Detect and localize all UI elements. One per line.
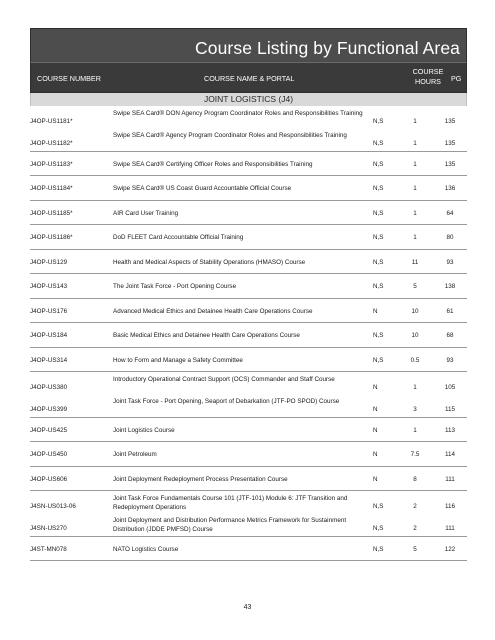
course-number: J4OP-US1184*	[30, 185, 73, 192]
column-header-course-hours	[408, 67, 448, 87]
course-portal: N,S	[373, 332, 384, 339]
table-row	[30, 274, 467, 299]
table-row	[30, 152, 467, 177]
course-hours: 1	[413, 160, 417, 168]
course-name: The Joint Task Force - Port Opening Course	[113, 283, 237, 290]
column-header-row	[30, 62, 467, 93]
course-portal: N,S	[373, 185, 384, 192]
course-page: 138	[444, 283, 456, 290]
course-number: J4OP-US606	[30, 475, 68, 483]
course-page: 122	[444, 545, 456, 553]
table-row	[30, 394, 467, 416]
course-hours: 11	[411, 258, 419, 266]
course-page: 111	[445, 475, 455, 483]
course-name: Advanced Medical Ethics and Detainee Health Care Operations Course	[113, 307, 313, 315]
course-page: 68	[446, 332, 454, 339]
course-page: 105	[444, 384, 456, 391]
course-name: Swipe SEA Card® DON Agency Program Coordinator Roles and Responsibilities Training	[113, 110, 363, 117]
course-number: J4SN-US270	[30, 525, 67, 532]
course-number: J4OP-US425	[30, 426, 68, 434]
table-row-group	[30, 372, 467, 418]
table-row-group	[30, 106, 467, 152]
column-header-page: PG	[451, 74, 462, 83]
course-page: 135	[444, 160, 456, 168]
table-row	[30, 299, 467, 324]
course-portal: N	[373, 451, 378, 458]
course-hours: 2	[413, 525, 417, 532]
table-row	[30, 225, 467, 250]
course-portal: N,S	[373, 234, 384, 241]
table-row	[30, 442, 467, 467]
course-number: J4OP-US129	[30, 258, 68, 266]
course-page: 115	[444, 406, 456, 413]
course-hours: 10	[411, 332, 419, 339]
course-name: Joint Petroleum	[113, 451, 157, 458]
course-number: J4OP-US1181*	[30, 118, 73, 125]
course-number: J4OP-US380	[30, 384, 68, 391]
column-header-course-number: COURSE NUMBER	[37, 74, 101, 83]
course-number: J4OP-US450	[30, 451, 68, 458]
course-name: DoD FLEET Card Accountable Official Training	[113, 234, 244, 241]
course-hours: 3	[413, 406, 417, 413]
course-name: Basic Medical Ethics and Detainee Health Care Operations Course	[113, 332, 300, 339]
course-portal: N,S	[373, 503, 384, 510]
course-name: AIR Card User Training	[113, 209, 179, 217]
course-name: Joint Deployment and Distribution Performance Metrics Framework for Sustainment Distribution (JDDE PMFSD) Course	[113, 517, 347, 533]
course-hours: 1	[413, 234, 417, 241]
course-page: 135	[444, 140, 456, 147]
course-number: J4OP-US184	[30, 332, 68, 339]
course-portal: N,S	[373, 118, 384, 125]
table-row	[30, 323, 467, 348]
course-portal: N,S	[373, 283, 384, 290]
table-row-group	[30, 491, 467, 537]
table-row	[30, 106, 467, 128]
course-portal: N,S	[373, 525, 384, 532]
course-portal: N	[373, 384, 378, 391]
table-row	[30, 513, 467, 535]
course-name: Introductory Operational Contract Support (OCS) Commander and Staff Course	[113, 376, 335, 383]
course-number: J4OP-US1186*	[30, 234, 73, 241]
table-row	[30, 491, 467, 513]
course-name: How to Form and Manage a Safety Committee	[113, 356, 243, 364]
column-header-hours-line2: HOURS	[415, 77, 441, 86]
course-number: J4OP-US399	[30, 406, 68, 413]
section-title: JOINT LOGISTICS (J4)	[203, 94, 294, 104]
course-portal: N,S	[373, 140, 384, 147]
table-row	[30, 372, 467, 394]
course-number: J4OP-US314	[30, 356, 68, 364]
table-row	[30, 348, 467, 373]
page-number: 43	[243, 604, 252, 611]
course-hours: 5	[413, 283, 417, 290]
course-number: J4OP-US176	[30, 307, 68, 315]
course-hours: 8	[413, 475, 417, 483]
course-hours: 1	[413, 140, 417, 147]
course-portal: N,S	[373, 356, 384, 364]
course-page: 64	[446, 209, 454, 217]
course-number: J4OP-US1183*	[30, 160, 73, 168]
course-portal: N	[373, 307, 378, 315]
course-number: J4OP-US143	[30, 283, 68, 290]
course-portal: N,S	[373, 545, 384, 553]
course-hours: 5	[413, 545, 417, 553]
table-row	[30, 418, 467, 443]
title-bar	[30, 28, 467, 62]
course-hours: 2	[413, 503, 417, 510]
course-page: 111	[445, 525, 455, 532]
course-number: J4OP-US1185*	[30, 209, 73, 217]
course-name: Joint Deployment Redeployment Process Presentation Course	[113, 475, 288, 483]
course-portal: N	[373, 406, 378, 413]
course-portal: N,S	[373, 209, 384, 217]
course-name: Joint Task Force Fundamentals Course 101 (JTF-101) Module 6: JTF Transition and Redeployment Operations	[113, 495, 348, 511]
course-name: Joint Task Force - Port Opening, Seaport of Debarkation (JTF-PO SPOD) Course	[113, 398, 340, 405]
course-hours: 0.5	[410, 356, 420, 364]
table-row	[30, 201, 467, 226]
course-hours: 1	[413, 384, 417, 391]
course-name: Joint Logistics Course	[113, 426, 175, 434]
course-page: 116	[444, 503, 456, 510]
course-page: 93	[446, 258, 454, 266]
course-hours: 1	[413, 118, 417, 125]
course-page: 93	[446, 356, 454, 364]
course-hours: 10	[411, 307, 419, 315]
table-row	[30, 537, 467, 562]
table-row	[30, 128, 467, 150]
course-name: Swipe SEA Card® US Coast Guard Accountable Official Course	[113, 185, 292, 192]
course-hours: 1	[413, 185, 417, 192]
table-row	[30, 250, 467, 275]
section-header	[30, 93, 467, 106]
course-portal: N,S	[373, 160, 384, 168]
course-number: J4SN-US013-06	[30, 503, 76, 510]
course-page: 61	[446, 307, 454, 315]
course-hours: 7.5	[410, 451, 420, 458]
table-row	[30, 176, 467, 201]
course-number: J4ST-MN078	[30, 545, 67, 553]
column-header-course-name: COURSE NAME & PORTAL	[204, 74, 295, 83]
course-name: NATO Logistics Course	[113, 545, 179, 553]
course-portal: N,S	[373, 258, 384, 266]
course-page: 114	[444, 451, 456, 458]
table-row	[30, 467, 467, 492]
course-name: Swipe SEA Card® Certifying Officer Roles and Responsibilities Training	[113, 160, 313, 168]
page-title: Course Listing by Functional Area	[195, 38, 460, 58]
course-name: Health and Medical Aspects of Stability Operations (HMASO) Course	[113, 258, 306, 266]
course-page: 136	[444, 185, 456, 192]
column-header-hours-line1: COURSE	[412, 67, 444, 76]
course-page: 113	[444, 426, 456, 434]
course-portal: N	[373, 475, 378, 483]
course-hours: 1	[413, 426, 417, 434]
course-page: 135	[444, 118, 456, 125]
course-hours: 1	[413, 209, 417, 217]
course-name: Swipe SEA Card® Agency Program Coordinator Roles and Responsibilities Training	[113, 132, 347, 139]
course-number: J4OP-US1182*	[30, 140, 73, 147]
course-listing-page	[30, 28, 467, 561]
course-page: 80	[446, 234, 454, 241]
course-portal: N	[373, 426, 378, 434]
